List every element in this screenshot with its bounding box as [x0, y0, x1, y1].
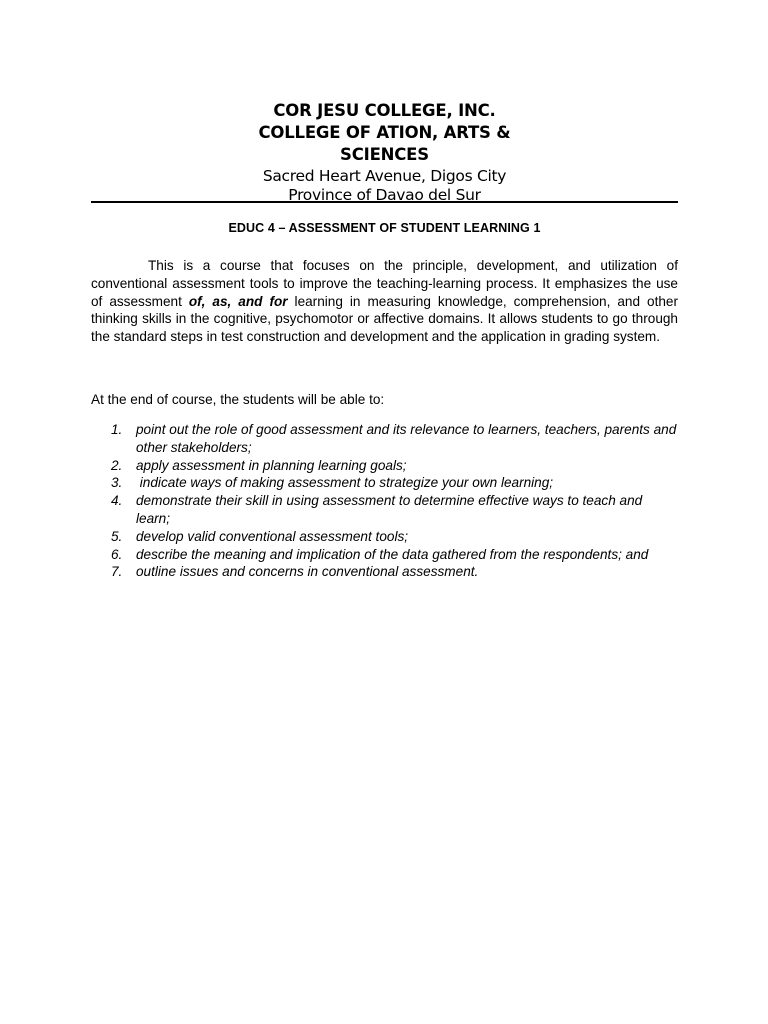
description-text-part2: learning in measuring knowledge, comprehension, and other thinking skills in the cognitive, psychomotor or affective domains. It allows students to go through the standard steps in test construction and development and the application in grading system. [91, 293, 678, 345]
objective-item [91, 421, 678, 457]
objective-number: 1. [111, 422, 123, 437]
objective-number: 6. [111, 546, 123, 562]
objective-text: demonstrate their skill in using assessment to determine effective ways to teach and learn; [136, 493, 643, 526]
objective-text: describe the meaning and implication of the data gathered from the respondents; and [136, 546, 649, 562]
description-text-part1: This is a course that focuses on the principle, development, and utilization of conventional assessment tools to improve the teaching-learning process. It emphasizes the use of assessment [91, 258, 678, 309]
objective-item [91, 563, 678, 581]
description-emphasis: of, as, and for [188, 293, 288, 309]
objective-text: develop valid conventional assessment tools; [136, 528, 409, 544]
objectives-list [91, 421, 678, 581]
address-line: Sacred Heart Avenue, Digos City [262, 167, 507, 185]
objective-item [91, 474, 678, 492]
objective-item [91, 457, 678, 475]
objective-text: indicate ways of making assessment to strategize your own learning; [136, 475, 554, 491]
objective-number: 7. [111, 564, 123, 580]
objective-item [91, 546, 678, 564]
objective-number: 2. [111, 457, 123, 473]
objective-number: 4. [111, 493, 123, 509]
college-name-line1: COLLEGE OF ATION, ARTS & [258, 123, 511, 142]
province-line: Province of Davao del Sur [288, 186, 481, 204]
objective-number: 3. [111, 475, 123, 491]
header-divider [91, 201, 678, 203]
institution-name: COR JESU COLLEGE, INC. [273, 101, 496, 120]
objective-text: outline issues and concerns in conventional assessment. [136, 564, 479, 580]
objectives-intro: At the end of course, the students will be able to: [91, 392, 385, 407]
course-description [91, 257, 678, 346]
college-name-line2: SCIENCES [340, 145, 429, 164]
course-title: EDUC 4 – ASSESSMENT OF STUDENT LEARNING 1 [228, 221, 541, 235]
objective-item [91, 492, 678, 528]
institution-header [91, 100, 678, 208]
objective-text: apply assessment in planning learning goals; [136, 457, 407, 473]
objective-text: point out the role of good assessment and its relevance to learners, teachers, parents and other stakeholders; [136, 422, 677, 455]
objective-item [91, 528, 678, 546]
objective-number: 5. [111, 528, 123, 544]
